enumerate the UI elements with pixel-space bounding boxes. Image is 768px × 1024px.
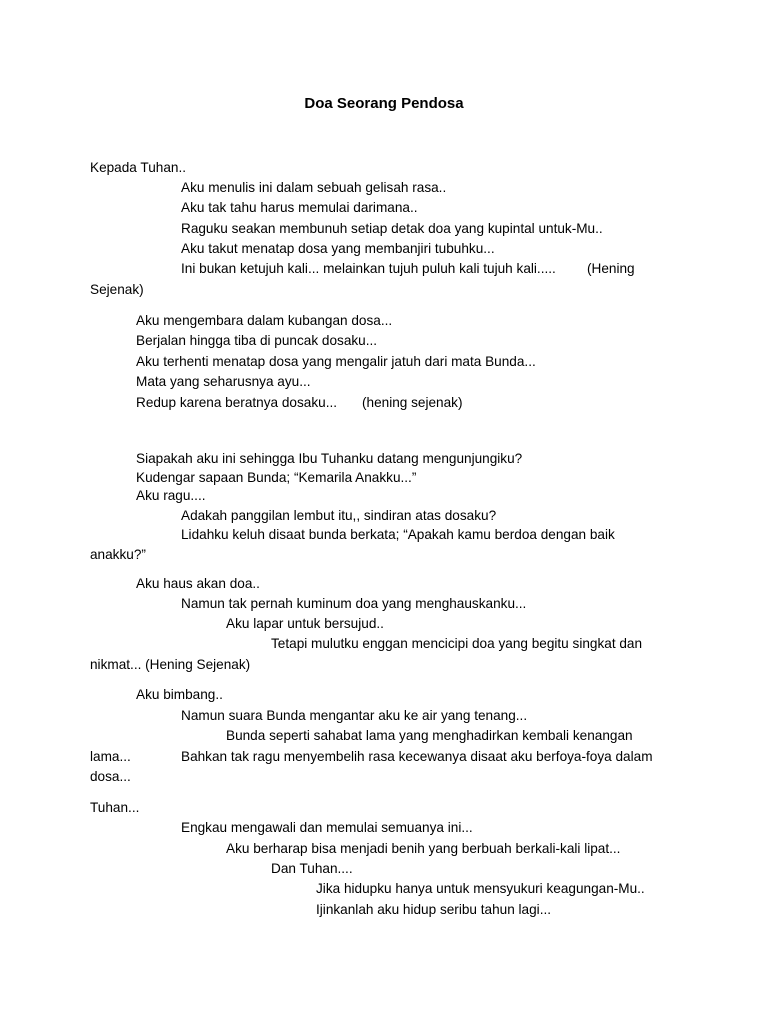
poem-line: Bunda seperti sahabat lama yang menghadirkan kembali kenangan xyxy=(226,728,633,743)
poem-line: Jika hidupku hanya untuk mensyukuri keagungan-Mu.. xyxy=(316,881,645,896)
poem-line: Adakah panggilan lembut itu,, sindiran atas dosaku? xyxy=(181,508,497,523)
poem-line: Aku menulis ini dalam sebuah gelisah rasa.. xyxy=(181,180,447,195)
poem-line: Raguku seakan membunuh setiap detak doa yang kupintal untuk-Mu.. xyxy=(181,221,603,236)
poem-title: Doa Seorang Pendosa xyxy=(304,95,464,112)
poem-line: Kudengar sapaan Bunda; “Kemarila Anakku...” xyxy=(136,470,417,485)
poem-line: Aku bimbang.. xyxy=(136,687,223,702)
poem-line: Mata yang seharusnya ayu... xyxy=(136,374,311,389)
poem-line: nikmat... (Hening Sejenak) xyxy=(90,657,251,672)
poem-line: anakku?” xyxy=(90,547,146,562)
poem-line: Aku haus akan doa.. xyxy=(136,576,260,591)
poem-line: Aku mengembara dalam kubangan dosa... xyxy=(136,313,393,328)
poem-line: Aku terhenti menatap dosa yang mengalir jatuh dari mata Bunda... xyxy=(136,354,536,369)
poem-line: Namun suara Bunda mengantar aku ke air yang tenang... xyxy=(181,708,528,723)
poem-line: dosa... xyxy=(90,769,131,784)
poem-line: Sejenak) xyxy=(90,282,144,297)
poem-line: lama... xyxy=(90,749,131,764)
stage-direction: (Hening xyxy=(587,261,635,276)
poem-line: Siapakah aku ini sehingga Ibu Tuhanku datang mengunjungiku? xyxy=(136,451,523,466)
poem-line: Namun tak pernah kuminum doa yang menghauskanku... xyxy=(181,596,527,611)
poem-line: Lidahku keluh disaat bunda berkata; “Apakah kamu berdoa dengan baik xyxy=(181,527,615,542)
poem-line: Aku tak tahu harus memulai darimana.. xyxy=(181,200,418,215)
poem-line: Aku lapar untuk bersujud.. xyxy=(226,616,384,631)
poem-line: Aku ragu.... xyxy=(136,488,206,503)
poem-line: Redup karena beratnya dosaku... xyxy=(136,395,338,410)
stage-direction: (hening sejenak) xyxy=(362,395,463,410)
poem-line: Tetapi mulutku enggan mencicipi doa yang begitu singkat dan xyxy=(271,636,643,651)
poem-line: Ijinkanlah aku hidup seribu tahun lagi... xyxy=(316,902,552,917)
poem-line: Bahkan tak ragu menyembelih rasa kecewanya disaat aku berfoya-foya dalam xyxy=(181,749,653,764)
poem-line: Kepada Tuhan.. xyxy=(90,160,186,175)
poem-line: Tuhan... xyxy=(90,800,140,815)
poem-line: Dan Tuhan.... xyxy=(271,861,353,876)
poem-line: Ini bukan ketujuh kali... melainkan tujuh puluh kali tujuh kali..... xyxy=(181,261,556,276)
poem-line: Aku takut menatap dosa yang membanjiri tubuhku... xyxy=(181,241,495,256)
poem-line: Berjalan hingga tiba di puncak dosaku... xyxy=(136,333,378,348)
poem-line: Engkau mengawali dan memulai semuanya ini... xyxy=(181,820,473,835)
poem-line: Aku berharap bisa menjadi benih yang berbuah berkali-kali lipat... xyxy=(226,841,621,856)
